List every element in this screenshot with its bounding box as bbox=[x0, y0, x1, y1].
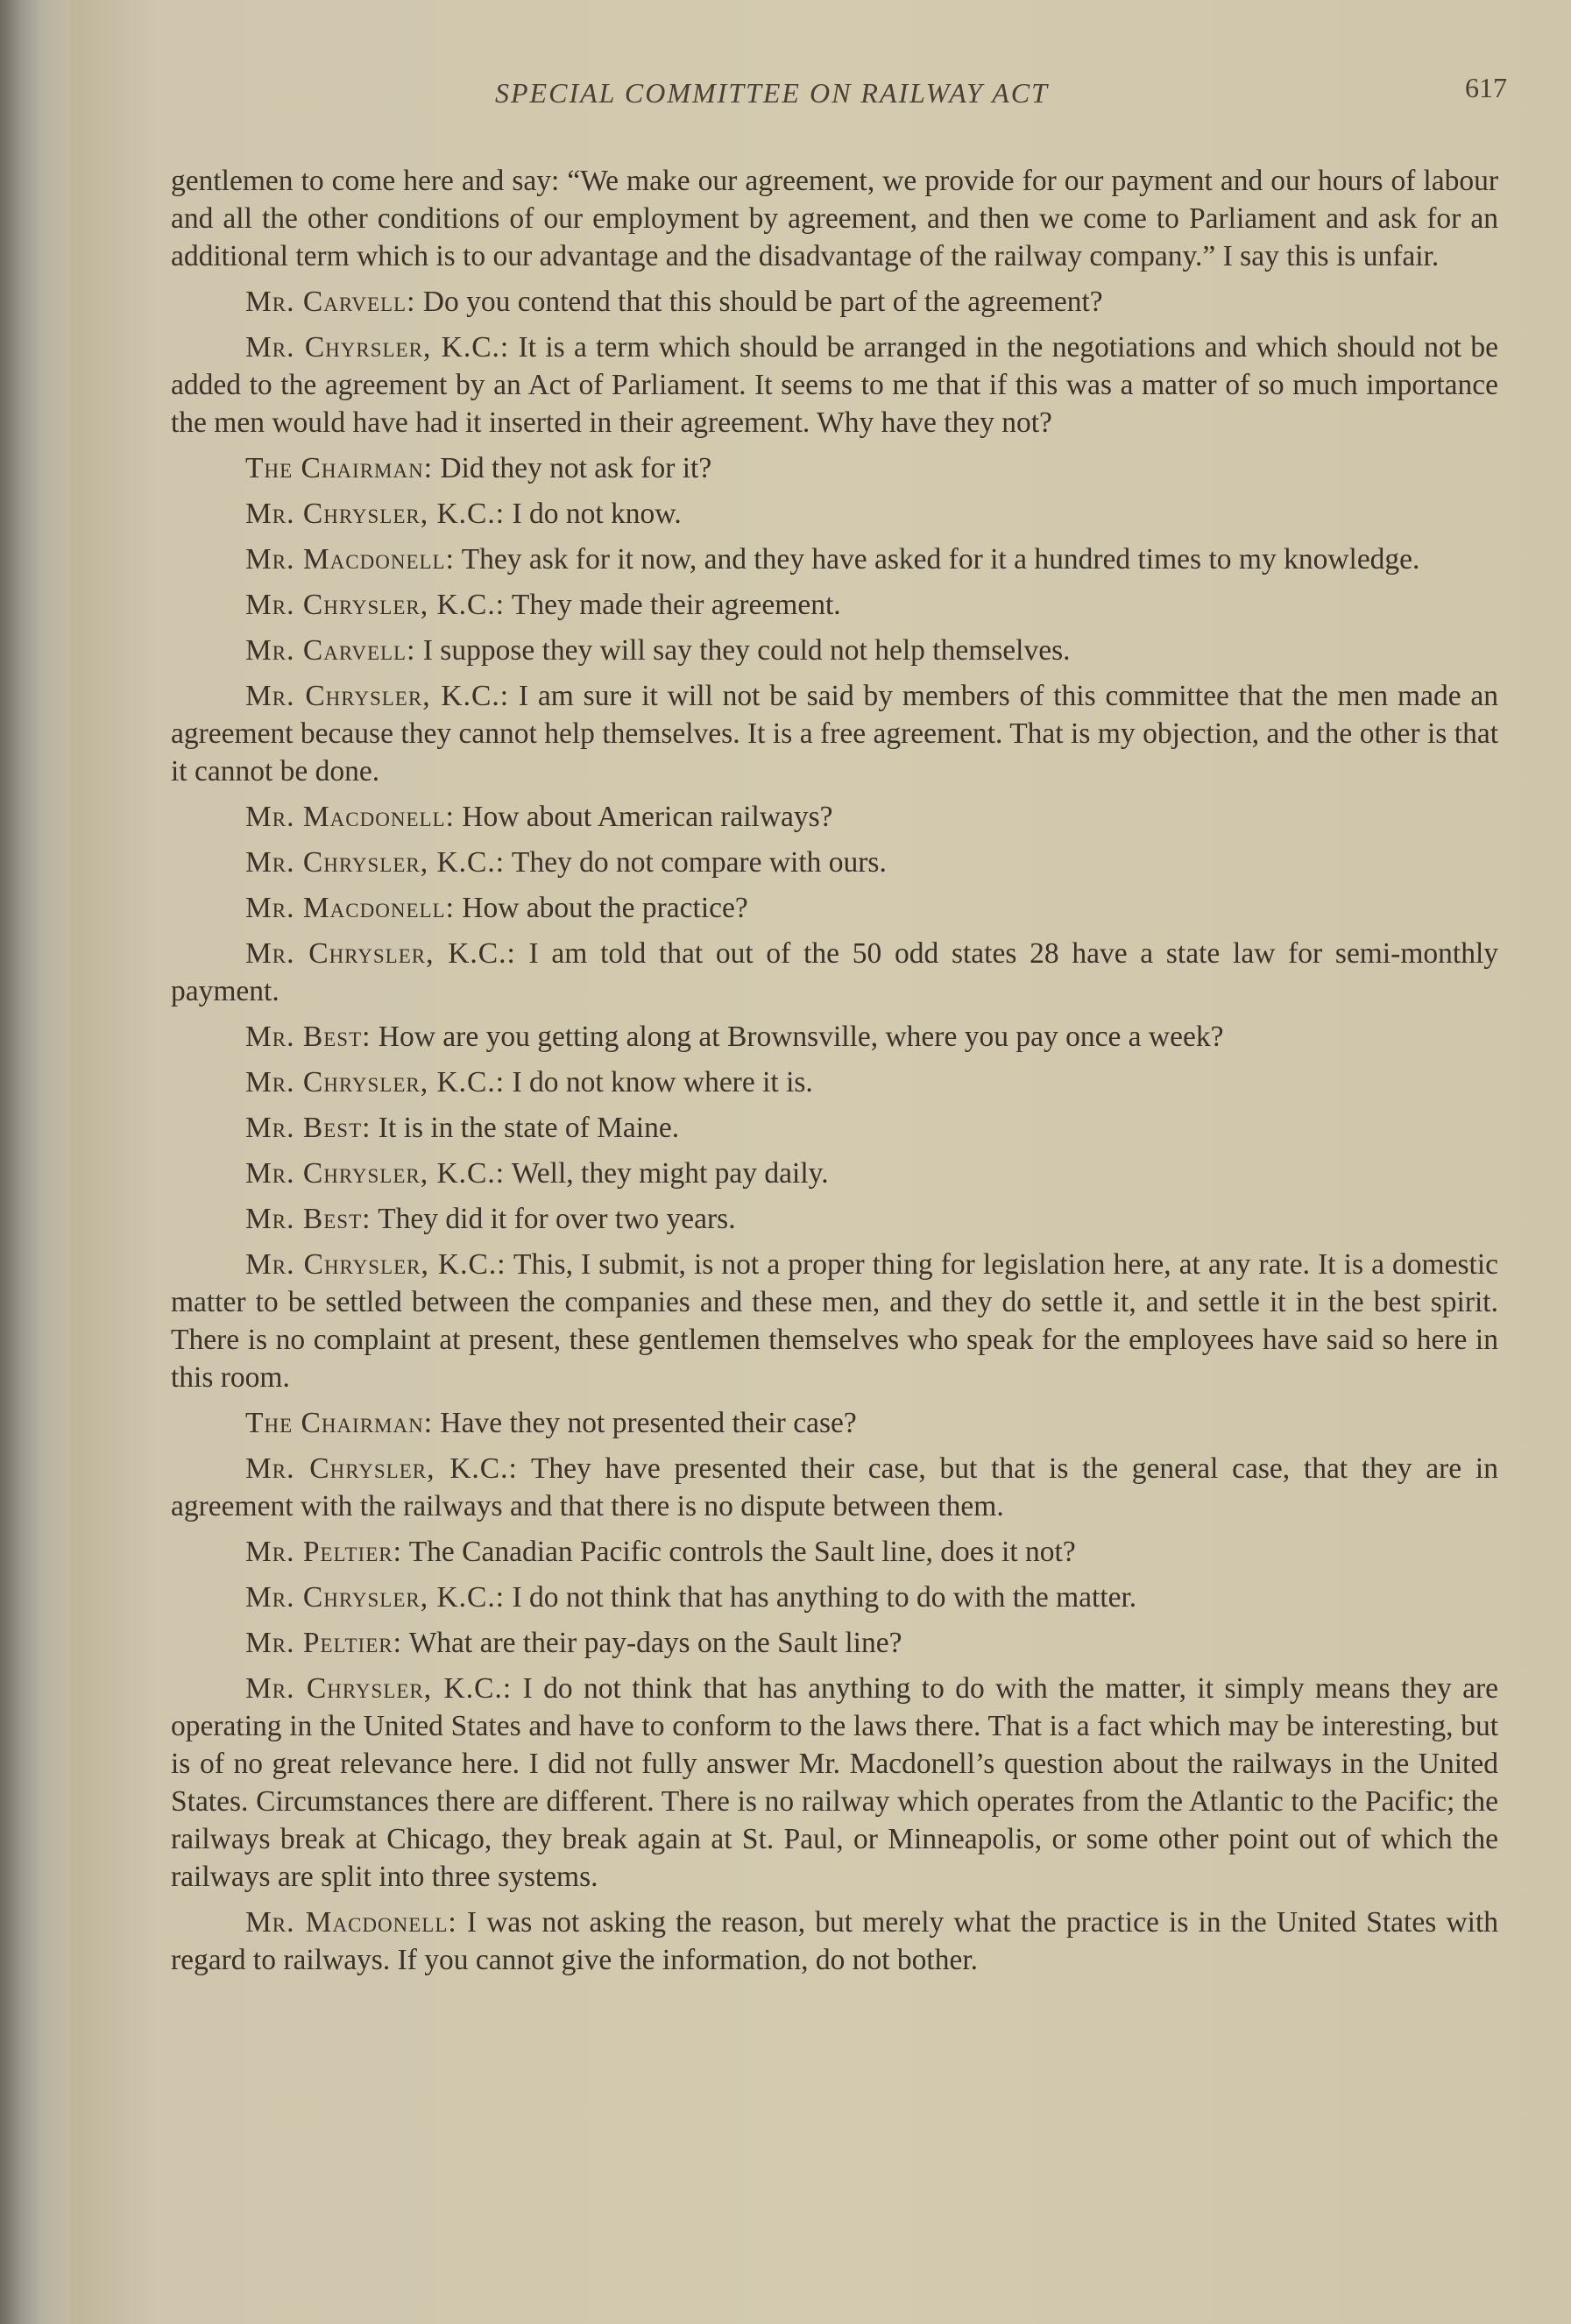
paragraph-text: They have presented their case, but that is the general case, that they are in agreement with the railways and that there is no dispute between them. bbox=[171, 1452, 1498, 1522]
paragraph bbox=[171, 540, 1498, 578]
paragraph-text: I do not think that has anything to do with the matter, it simply means they are operating in the United States and have to conform to the laws there. That is a fact which may be interesting, but is of no great relevance here. I did not fully answer Mr. Macdonell’s question about the railways in the United States. Circumstances there are different. There is no railway which operates from the Atlantic to the Pacific; the railways break at Chicago, they break again at St. Paul, or Minneapolis, or some other point out of which the railways are split into three systems. bbox=[171, 1672, 1498, 1893]
speaker-name: Mr. Chrysler, K.C.: bbox=[245, 1157, 506, 1190]
speaker-name: The Chairman: bbox=[245, 452, 434, 484]
speaker-name: Mr. Chrysler, K.C.: bbox=[245, 498, 506, 530]
speaker-name: Mr. Chrysler, K.C.: bbox=[245, 680, 510, 712]
paragraph bbox=[171, 677, 1498, 790]
speaker-name: Mr. Macdonell: bbox=[245, 892, 455, 924]
speaker-name: Mr. Chrysler, K.C.: bbox=[245, 1066, 506, 1098]
paragraph-text: How are you getting along at Brownsville, where you pay once a week? bbox=[378, 1021, 1224, 1053]
paragraph-text: I do not think that has anything to do with the matter. bbox=[512, 1581, 1137, 1614]
paragraph bbox=[171, 1155, 1498, 1192]
transcript-body bbox=[171, 162, 1498, 1987]
speaker-name: Mr. Peltier: bbox=[245, 1536, 402, 1568]
book-binding-shadow bbox=[0, 0, 70, 2324]
speaker-name: Mr. Macdonell: bbox=[245, 1906, 457, 1939]
speaker-name: Mr. Macdonell: bbox=[245, 543, 455, 576]
paragraph-text: How about the practice? bbox=[462, 892, 748, 924]
paragraph-text: Do you contend that this should be part of the agreement? bbox=[422, 286, 1103, 318]
speaker-name: Mr. Chrysler, K.C.: bbox=[245, 937, 516, 970]
paragraph bbox=[171, 1579, 1498, 1616]
paragraph-text: They did it for over two years. bbox=[378, 1203, 736, 1235]
paragraph-text: They made their agreement. bbox=[511, 589, 841, 621]
page-number: 617 bbox=[1465, 72, 1507, 103]
paragraph-text: How about American railways? bbox=[462, 801, 833, 833]
paragraph bbox=[171, 1200, 1498, 1238]
speaker-name: Mr. Chrysler, K.C.: bbox=[245, 1581, 506, 1614]
paragraph bbox=[171, 1533, 1498, 1571]
paragraph bbox=[171, 162, 1498, 275]
paragraph-text: gentlemen to come here and say: “We make our agreement, we provide for our payment and our hours of labour and all the other conditions of our employment by agreement, and then we come to Parliament and ask for an additional term which is to our advantage and the disadvantage of the railway company.” I say this is unfair. bbox=[171, 165, 1498, 272]
paragraph-text: The Canadian Pacific controls the Sault line, does it not? bbox=[408, 1536, 1076, 1568]
paragraph-text: It is in the state of Maine. bbox=[378, 1112, 680, 1144]
speaker-name: Mr. Carvell: bbox=[245, 634, 416, 667]
speaker-name: Mr. Best: bbox=[245, 1021, 372, 1053]
speaker-name: Mr. Chrysler, K.C.: bbox=[245, 1248, 506, 1281]
paragraph bbox=[171, 844, 1498, 881]
paragraph-text: I suppose they will say they could not help themselves. bbox=[422, 634, 1071, 667]
paragraph bbox=[171, 889, 1498, 927]
paragraph bbox=[171, 1246, 1498, 1396]
page-header bbox=[421, 72, 1507, 124]
paragraph-text: Have they not presented their case? bbox=[440, 1407, 857, 1439]
speaker-name: Mr. Best: bbox=[245, 1203, 372, 1235]
paragraph-text: Well, they might pay daily. bbox=[511, 1157, 829, 1190]
paragraph bbox=[171, 1109, 1498, 1147]
speaker-name: Mr. Chyrsler, K.C.: bbox=[245, 331, 510, 364]
paragraph-text: I was not asking the reason, but merely what the practice is in the United States with regard to railways. If you cannot give the information, do not bother. bbox=[171, 1906, 1499, 1976]
paragraph bbox=[171, 449, 1498, 487]
paragraph bbox=[171, 1018, 1498, 1056]
speaker-name: Mr. Chrysler, K.C.: bbox=[245, 1452, 518, 1485]
speaker-name: Mr. Macdonell: bbox=[245, 801, 455, 833]
paragraph bbox=[171, 586, 1498, 624]
paragraph bbox=[171, 798, 1498, 836]
paragraph bbox=[171, 283, 1498, 321]
paragraph-text: I am told that out of the 50 odd states 28 have a state law for semi-monthly payment. bbox=[171, 937, 1499, 1007]
paragraph-text: It is a term which should be arranged in the negotiations and which should not be added to the agreement by an Act of Parliament. It seems to me that if this was a matter of so much importance the men would have had it inserted in their agreement. Why have they not? bbox=[171, 331, 1499, 439]
speaker-name: Mr. Peltier: bbox=[245, 1627, 402, 1659]
paragraph bbox=[171, 632, 1498, 669]
paragraph bbox=[171, 1670, 1498, 1896]
paragraph bbox=[171, 495, 1498, 533]
paragraph-text: I do not know where it is. bbox=[512, 1066, 813, 1098]
paragraph-text: This, I submit, is not a proper thing for legislation here, at any rate. It is a domestic matter to be settled between the companies and these men, and they do settle it, and settle it in the best spirit. There is no complaint at present, these gentlemen themselves who speak for the employees have said so here in this room. bbox=[171, 1248, 1498, 1394]
paragraph bbox=[171, 1904, 1498, 1979]
speaker-name: Mr. Best: bbox=[245, 1112, 372, 1144]
paragraph bbox=[171, 1063, 1498, 1101]
paragraph-text: I am sure it will not be said by members of this committee that the men made an agreement because they cannot help themselves. It is a free agreement. That is my objection, and the other is that it cannot be done. bbox=[171, 680, 1499, 788]
running-title: SPECIAL COMMITTEE ON RAILWAY ACT bbox=[495, 77, 1049, 109]
paragraph bbox=[171, 328, 1498, 441]
paragraph bbox=[171, 1624, 1498, 1662]
speaker-name: The Chairman: bbox=[245, 1407, 434, 1439]
speaker-name: Mr. Carvell: bbox=[245, 286, 416, 318]
paragraph bbox=[171, 935, 1498, 1010]
speaker-name: Mr. Chrysler, K.C.: bbox=[245, 846, 506, 879]
paragraph-text: They ask for it now, and they have asked for it a hundred times to my knowledge. bbox=[461, 543, 1420, 576]
paragraph bbox=[171, 1450, 1498, 1525]
paragraph bbox=[171, 1404, 1498, 1442]
paragraph-text: Did they not ask for it? bbox=[440, 452, 712, 484]
paragraph-text: I do not know. bbox=[512, 498, 682, 530]
paragraph-text: They do not compare with ours. bbox=[511, 846, 887, 879]
document-page bbox=[70, 0, 1571, 2324]
paragraph-text: What are their pay-days on the Sault line? bbox=[408, 1627, 902, 1659]
speaker-name: Mr. Chrysler, K.C.: bbox=[245, 589, 506, 621]
speaker-name: Mr. Chrysler, K.C.: bbox=[245, 1672, 513, 1705]
